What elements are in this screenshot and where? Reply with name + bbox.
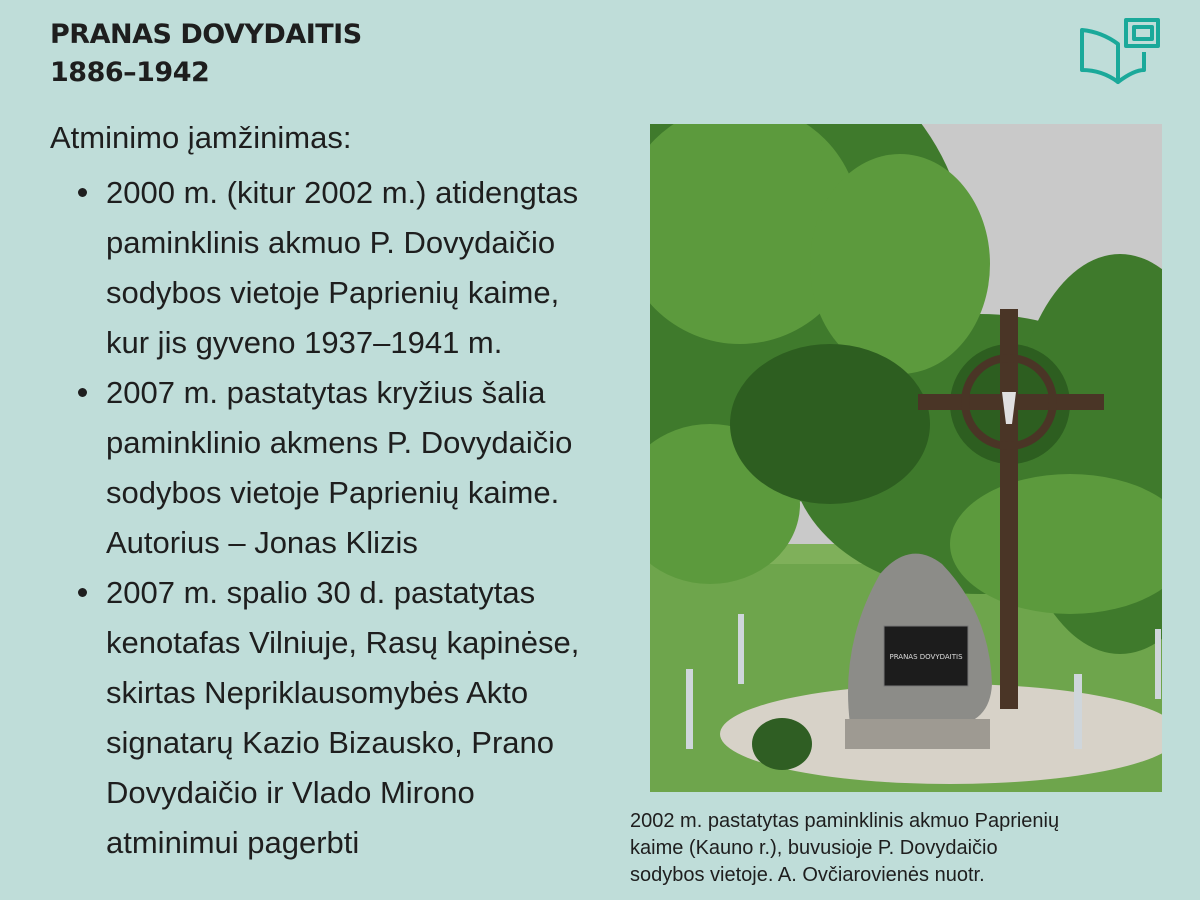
page-title [50, 16, 362, 92]
item-line: sodybos vietoje Paprienių kaime. [106, 475, 560, 510]
item-line: skirtas Nepriklausomybės Akto [106, 675, 529, 710]
item-line: 2007 m. spalio 30 d. pastatytas [106, 575, 536, 610]
item-line: paminklinio akmens P. Dovydaičio [106, 425, 573, 460]
life-years: 1886–1942 [50, 57, 210, 88]
list-item [106, 168, 646, 368]
open-book-icon [1078, 16, 1164, 88]
item-line: 2007 m. pastatytas kryžius šalia [106, 375, 546, 410]
caption-line: sodybos vietoje. A. Ovčiarovienės nuotr. [630, 864, 985, 886]
caption-line: 2002 m. pastatytas paminklinis akmuo Paprienių [630, 810, 1060, 832]
item-line: sodybos vietoje Paprienių kaime, [106, 275, 560, 310]
person-name: PRANAS DOVYDAITIS [50, 19, 362, 50]
plaque-text: PRANAS DOVYDAITIS [889, 653, 963, 661]
item-line: 2000 m. (kitur 2002 m.) atidengtas [106, 175, 579, 210]
item-line: atminimui pagerbti [106, 825, 360, 860]
list-item [106, 368, 646, 568]
caption-line: kaime (Kauno r.), buvusioje P. Dovydaičio [630, 837, 998, 859]
item-line: signatarų Kazio Bizausko, Prano [106, 725, 555, 760]
list-item [106, 568, 646, 868]
memorial-photo [650, 124, 1162, 792]
item-line: kenotafas Vilniuje, Rasų kapinėse, [106, 625, 580, 660]
item-line: Dovydaičio ir Vlado Mirono [106, 775, 475, 810]
intro-text: Atminimo įamžinimas: [50, 120, 352, 155]
photo-caption [630, 808, 1190, 889]
item-line: paminklinis akmuo P. Dovydaičio [106, 225, 556, 260]
item-line: Autorius – Jonas Klizis [106, 525, 418, 560]
memorial-list [106, 168, 646, 868]
item-line: kur jis gyveno 1937–1941 m. [106, 325, 503, 360]
